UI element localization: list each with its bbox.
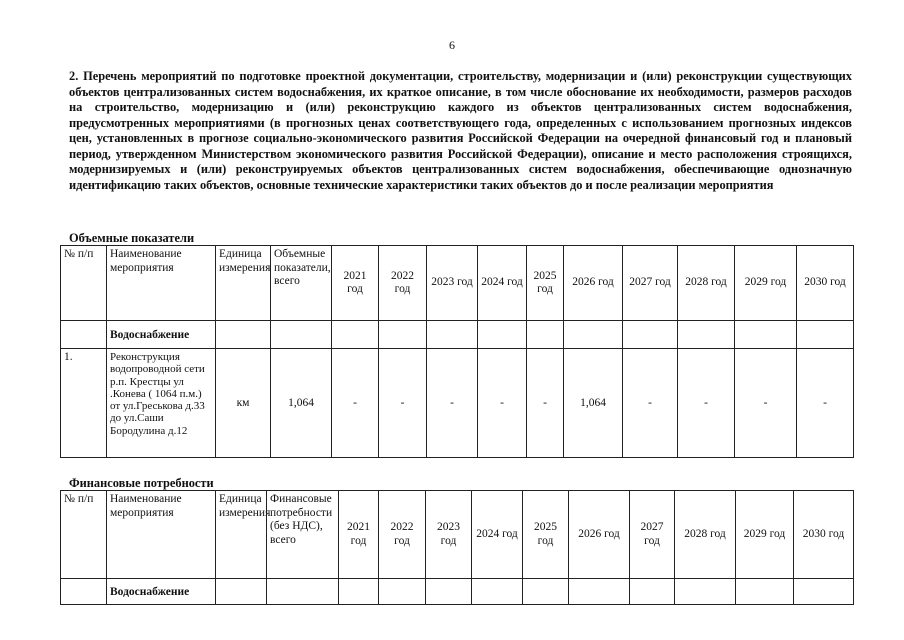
- col-header-year: 2025 год: [523, 491, 569, 579]
- finance-table: [60, 490, 854, 605]
- row-value: -: [797, 349, 854, 458]
- group-row: [61, 579, 854, 605]
- row-value: -: [332, 349, 379, 458]
- row-value: -: [735, 349, 797, 458]
- volume-header-row: [61, 246, 854, 321]
- col-header-year: 2028 год: [678, 246, 735, 321]
- col-header-year: 2022 год: [379, 491, 426, 579]
- row-value: -: [427, 349, 478, 458]
- finance-table-title: Финансовые потребности: [69, 476, 214, 490]
- row-value: -: [379, 349, 427, 458]
- col-header-year: 2027 год: [630, 491, 675, 579]
- col-header-year: 2026 год: [569, 491, 630, 579]
- col-header-name: Наименование мероприятия: [107, 491, 216, 579]
- group-row: [61, 321, 854, 349]
- row-value: 1,064: [564, 349, 623, 458]
- col-header-year: 2021 год: [339, 491, 379, 579]
- col-header-total: Финансовые потребности (без НДС), всего: [267, 491, 339, 579]
- col-header-year: 2024 год: [472, 491, 523, 579]
- col-header-year: 2025 год: [527, 246, 564, 321]
- col-header-unit: Единица измерения: [216, 246, 271, 321]
- col-header-year: 2028 год: [675, 491, 736, 579]
- volume-table: [60, 245, 854, 458]
- col-header-year: 2030 год: [797, 246, 854, 321]
- col-header-year: 2026 год: [564, 246, 623, 321]
- row-value: -: [478, 349, 527, 458]
- col-header-year: 2022 год: [379, 246, 427, 321]
- finance-header-row: [61, 491, 854, 579]
- group-label: Водоснабжение: [107, 579, 216, 605]
- section-heading: 2. Перечень мероприятий по подготовке проектной документации, строительству, модернизации и (или) реконструкции существующих объектов централизованных систем водоснабжения, их краткое описание, в том числе обоснование их необходимости, размеров расходов на строительство, модернизацию и (или) реконструкцию каждого из объектов централизованных систем водоснабжения, предусмотренных мероприятиями (в прогнозных ценах соответствующего года, определенных с использованием прогнозных индексов цен, установленных в прогнозе социально-экономического развития Российской Федерации на очередной финансовый год и плановый период, утвержденном Министерством экономического развития Российской Федерации), описание и место расположения строящихся, модернизируемых и (или) реконструируемых объектов централизованных систем водоснабжения, обеспечивающие однозначную идентификацию таких объектов, основные технические характеристики таких объектов до и после реализации мероприятия: [69, 69, 852, 192]
- col-header-num: № п/п: [61, 491, 107, 579]
- col-header-year: 2027 год: [623, 246, 678, 321]
- col-header-num: № п/п: [61, 246, 107, 321]
- col-header-total: Объемные показатели, всего: [271, 246, 332, 321]
- volume-table-title: Объемные показатели: [69, 231, 195, 245]
- page-number: 6: [449, 38, 455, 52]
- col-header-unit: Единица измерения: [216, 491, 267, 579]
- table-row: [61, 349, 854, 458]
- col-header-year: 2024 год: [478, 246, 527, 321]
- row-value: -: [527, 349, 564, 458]
- group-label: Водоснабжение: [107, 321, 216, 349]
- col-header-name: Наименование мероприятия: [107, 246, 216, 321]
- row-name: Реконструкция водопроводной сети р.п. Крестцы ул .Конева ( 1064 п.м.) от ул.Греськова д.33 до ул.Саши Бородулина д.12: [107, 349, 216, 458]
- row-unit: км: [216, 349, 271, 458]
- col-header-year: 2023 год: [427, 246, 478, 321]
- col-header-year: 2029 год: [736, 491, 794, 579]
- row-total: 1,064: [271, 349, 332, 458]
- row-value: -: [678, 349, 735, 458]
- row-value: -: [623, 349, 678, 458]
- col-header-year: 2021 год: [332, 246, 379, 321]
- row-num: 1.: [61, 349, 107, 458]
- col-header-year: 2030 год: [794, 491, 854, 579]
- col-header-year: 2023 год: [426, 491, 472, 579]
- col-header-year: 2029 год: [735, 246, 797, 321]
